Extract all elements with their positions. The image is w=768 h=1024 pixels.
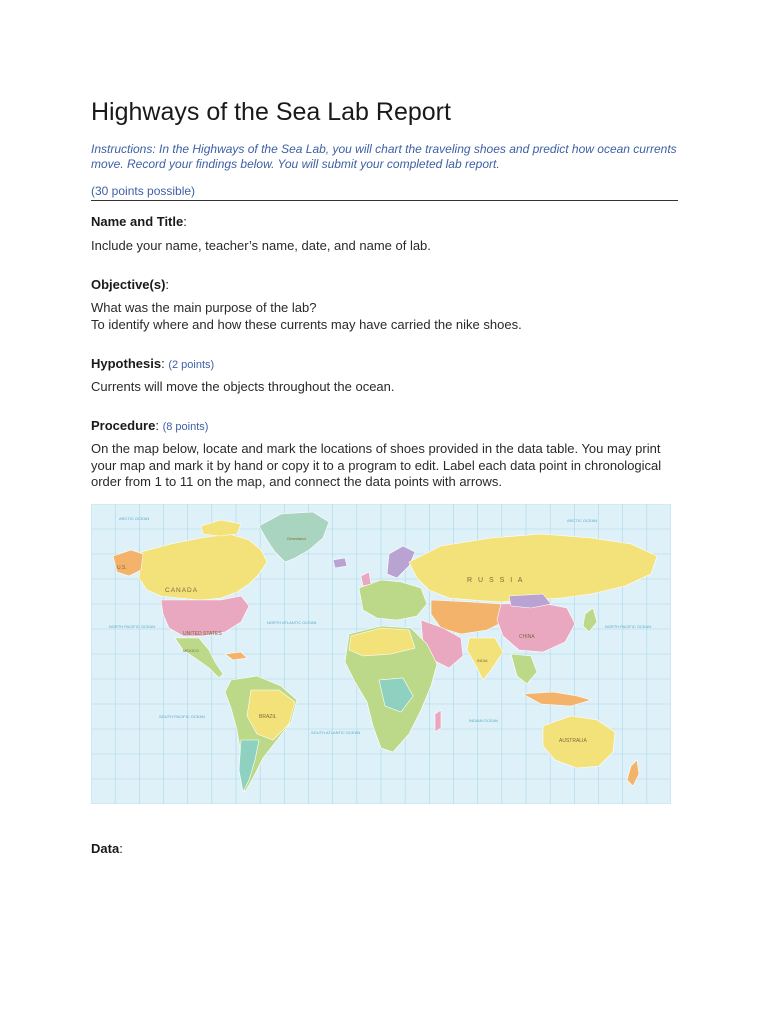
objective-heading [91, 277, 169, 292]
points-possible-text: (30 points possible) [91, 184, 196, 198]
objective-line-2: To identify where and how these currents may have carried the nike shoes. [91, 317, 522, 332]
map-label-australia: AUSTRALIA [559, 738, 587, 744]
map-label-greenland: Greenland [287, 536, 306, 541]
map-label-canada: CANADA [165, 587, 199, 594]
world-map [91, 504, 671, 804]
name-title-body: Include your name, teacher’s name, date, and name of lab. [91, 238, 431, 253]
map-label-indian: INDIAN OCEAN [469, 718, 498, 723]
map-label-arctic-right: ARCTIC OCEAN [567, 518, 598, 523]
name-title-heading-label: Name and Title [91, 214, 184, 229]
procedure-heading-label: Procedure [91, 418, 156, 433]
map-label-russia: R U S S I A [467, 577, 525, 584]
procedure-body: On the map below, locate and mark the locations of shoes provided in the data table. You may print your map and mark it by hand or copy it to a program to edit. Label each data point in chronological order from 1 to 11 on the map, and connect the data points with arrows. [91, 441, 662, 489]
map-label-china: CHINA [519, 634, 535, 640]
hypothesis-heading-colon: : [161, 356, 165, 371]
name-title-heading-colon: : [183, 214, 187, 229]
hypothesis-heading [91, 356, 214, 371]
procedure-points: (8 points) [162, 421, 209, 433]
instructions-text: Instructions: In the Highways of the Sea Lab, you will chart the traveling shoes and predict how ocean currents move. Record your findings below. You will submit your completed lab report. [91, 142, 677, 171]
map-label-us: U.S. [117, 565, 127, 571]
map-iceland [333, 558, 347, 568]
name-title-heading [91, 214, 187, 229]
hypothesis-heading-label: Hypothesis [91, 356, 162, 371]
page-title: Highways of the Sea Lab Report [91, 98, 451, 126]
map-label-mexico: MEXICO [183, 648, 199, 653]
data-heading [91, 841, 123, 856]
world-map-svg [91, 504, 671, 804]
objective-heading-colon: : [165, 277, 170, 292]
map-label-north-pacific-right: NORTH PACIFIC OCEAN [605, 624, 652, 629]
procedure-heading-colon: : [155, 418, 159, 433]
data-heading-colon: : [119, 841, 123, 856]
map-label-india: INDIA [477, 658, 488, 663]
procedure-heading [91, 418, 208, 433]
title-divider [91, 200, 678, 201]
map-label-united-states: UNITED STATES [183, 631, 222, 637]
map-label-arctic-left: ARCTIC OCEAN [119, 516, 150, 521]
data-heading-label: Data [91, 841, 120, 856]
map-label-south-atlantic: SOUTH ATLANTIC OCEAN [311, 730, 361, 735]
map-label-north-pacific-left: NORTH PACIFIC OCEAN [109, 624, 156, 629]
objective-line-1: What was the main purpose of the lab? [91, 300, 317, 315]
map-madagascar [435, 710, 441, 732]
map-label-brazil: BRAZIL [259, 714, 277, 720]
map-label-north-atlantic: NORTH ATLANTIC OCEAN [267, 620, 317, 625]
hypothesis-points: (2 points) [168, 359, 215, 371]
map-label-south-pacific: SOUTH PACIFIC OCEAN [159, 714, 205, 719]
objective-heading-label: Objective(s) [91, 277, 166, 292]
hypothesis-body: Currents will move the objects throughout the ocean. [91, 379, 395, 394]
